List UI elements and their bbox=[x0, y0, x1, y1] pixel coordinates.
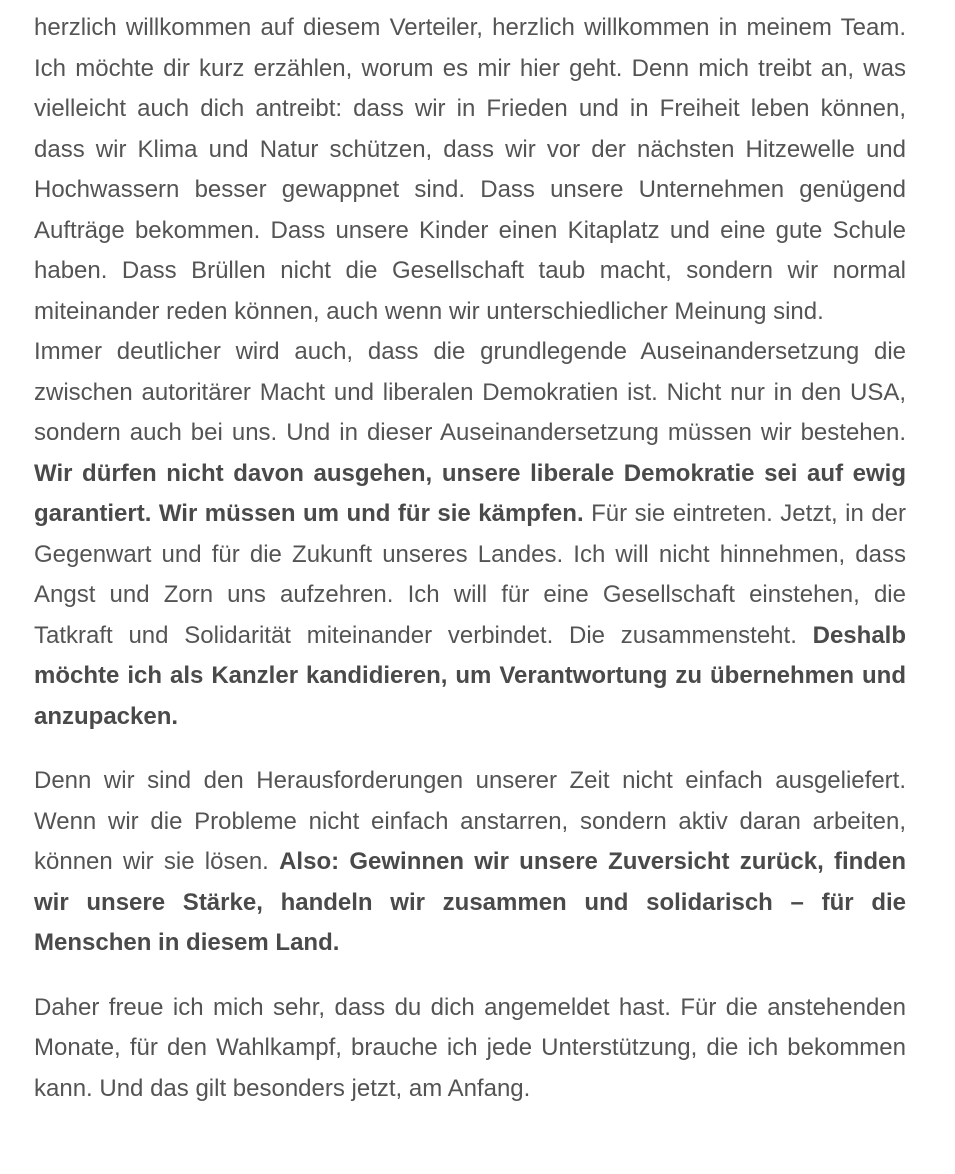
paragraph-democracy bbox=[34, 332, 906, 737]
paragraph-challenges bbox=[34, 761, 906, 964]
paragraph-democracy-bold-1: Wir dürfen nicht davon ausgehen, unsere liberale Demokratie sei auf ewig garantiert. Wir müssen um und für sie kämpfen. bbox=[34, 459, 906, 527]
paragraph-democracy-text-1: Immer deutlicher wird auch, dass die grundlegende Auseinandersetzung die zwischen autoritärer Macht und liberalen Demokratien ist. Nicht nur in den USA, sondern auch bei uns. Und in dieser Auseinandersetzung müssen wir bestehen. bbox=[34, 338, 906, 446]
paragraph-democracy-bold-2: Deshalb möchte ich als Kanzler kandidieren, um Verantwortung zu übernehmen und anzupacken. bbox=[34, 621, 906, 730]
paragraph-democracy-text-2: Für sie eintreten. Jetzt, in der Gegenwart und für die Zukunft unseres Landes. Ich will nicht hinnehmen, dass Angst und Zorn uns aufzehren. Ich will für eine Gesellschaft einstehen, die Tatkraft und Solidarität miteinander verbindet. Die zusammensteht. bbox=[34, 500, 907, 649]
paragraph-challenges-text: Denn wir sind den Herausforderungen unserer Zeit nicht einfach ausgeliefert. Wenn wir die Probleme nicht einfach anstarren, sondern aktiv daran arbeiten, können wir sie lösen. bbox=[34, 767, 906, 875]
paragraph-challenges-bold: Also: Gewinnen wir unsere Zuversicht zurück, finden wir unsere Stärke, handeln wir zusammen und solidarisch – für die Menschen in diesem Land. bbox=[34, 848, 906, 956]
paragraph-thanks: Daher freue ich mich sehr, dass du dich angemeldet hast. Für die anstehenden Monate, für den Wahlkampf, brauche ich jede Unterstützung, die ich bekommen kann. Und das gilt besonders jetzt, am Anfang. bbox=[34, 993, 906, 1102]
paragraph-welcome: herzlich willkommen auf diesem Verteiler, herzlich willkommen in meinem Team. Ich möchte dir kurz erzählen, worum es mir hier geht. Denn mich treibt an, was vielleicht auch dich antreibt: dass wir in Frieden und in Freiheit leben können, dass wir Klima und Natur schützen, dass wir vor der nächsten Hitzewelle und Hochwassern besser gewappnet sind. Dass unsere Unternehmen genügend Aufträge bekommen. Dass unsere Kinder einen Kitaplatz und eine gute Schule haben. Dass Brüllen nicht die Gesellschaft taub macht, sondern wir normal miteinander reden können, auch wenn wir unterschiedlicher Meinung sind. bbox=[34, 14, 906, 325]
letter-body bbox=[34, 8, 906, 1109]
